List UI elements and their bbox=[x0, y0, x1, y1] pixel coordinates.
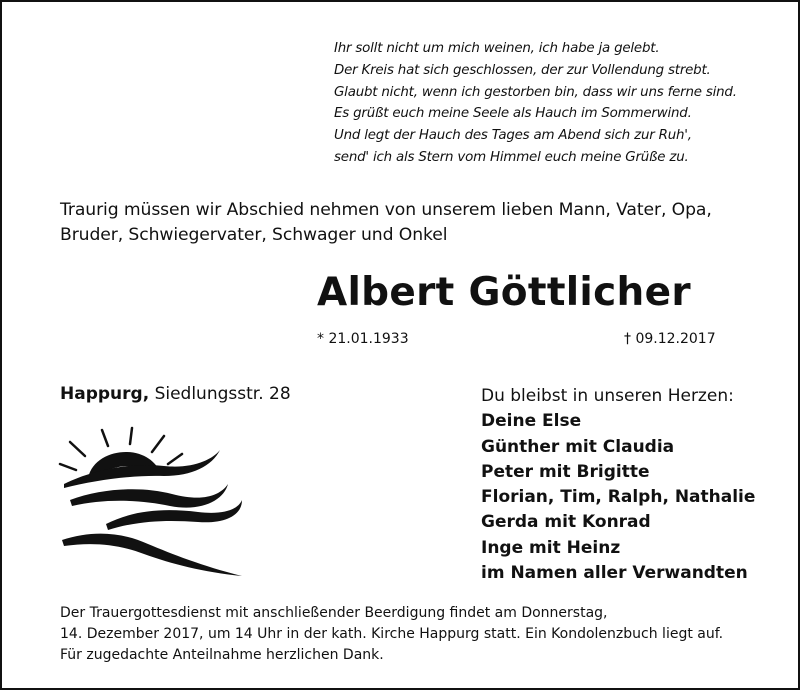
poem bbox=[334, 38, 774, 169]
poem-line: Der Kreis hat sich geschlossen, der zur Vollendung strebt. bbox=[334, 62, 711, 78]
mourner-entry: im Namen aller Verwandten bbox=[481, 563, 748, 584]
poem-line: Es grüßt euch meine Seele als Hauch im Sommerwind. bbox=[334, 106, 692, 122]
address bbox=[60, 384, 291, 404]
death-date: † 09.12.2017 bbox=[624, 331, 716, 347]
footer-line: Für zugedachte Anteilnahme herzlichen Dank. bbox=[60, 647, 384, 663]
service-information bbox=[60, 603, 780, 666]
address-street: Siedlungsstr. 28 bbox=[154, 384, 291, 404]
mourner-entry: Deine Else bbox=[481, 411, 582, 432]
intro-text bbox=[60, 198, 780, 248]
sunset-illustration bbox=[52, 420, 252, 582]
mourner-entry: Florian, Tim, Ralph, Nathalie bbox=[481, 487, 756, 508]
mourner-entry: Günther mit Claudia bbox=[481, 436, 675, 457]
address-city: Happurg, bbox=[60, 384, 150, 404]
footer-line: 14. Dezember 2017, um 14 Uhr in der kath. Kirche Happurg statt. Ein Kondolenzbuch liegt auf. bbox=[60, 626, 724, 642]
intro-line: Traurig müssen wir Abschied nehmen von unserem lieben Mann, Vater, Opa, bbox=[60, 200, 712, 220]
mourner-entry: Inge mit Heinz bbox=[481, 537, 621, 558]
poem-line: send' ich als Stern vom Himmel euch meine Grüße zu. bbox=[334, 149, 689, 165]
poem-line: Und legt der Hauch des Tages am Abend sich zur Ruh', bbox=[334, 128, 692, 144]
mourners-lead: Du bleibst in unseren Herzen: bbox=[481, 386, 734, 406]
poem-line: Ihr sollt nicht um mich weinen, ich habe ja gelebt. bbox=[334, 41, 660, 56]
mourner-entry: Peter mit Brigitte bbox=[481, 461, 650, 482]
birth-date: * 21.01.1933 bbox=[317, 331, 409, 347]
intro-line: Bruder, Schwiegervater, Schwager und Onkel bbox=[60, 225, 448, 245]
mourner-entry: Gerda mit Konrad bbox=[481, 512, 651, 533]
deceased-name: Albert Göttlicher bbox=[317, 270, 691, 315]
poem-line: Glaubt nicht, wenn ich gestorben bin, dass wir uns ferne sind. bbox=[334, 84, 737, 100]
footer-line: Der Trauergottesdienst mit anschließender Beerdigung findet am Donnerstag, bbox=[60, 605, 608, 621]
mourners-list bbox=[481, 384, 755, 586]
